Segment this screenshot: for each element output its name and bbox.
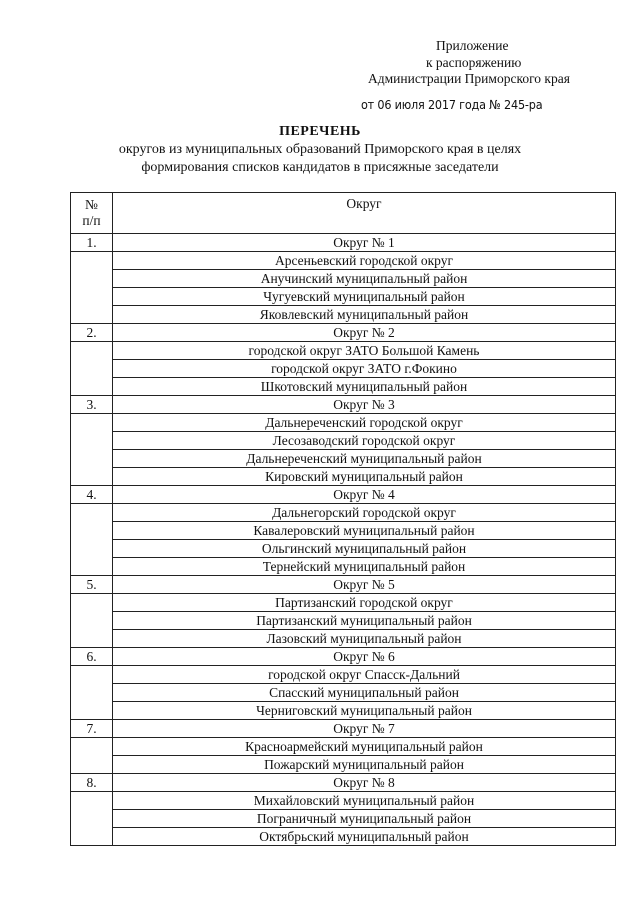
group-title-cell: Округ № 1 (113, 234, 616, 252)
municipality-row (71, 540, 616, 558)
municipality-cell: Кавалеровский муниципальный район (113, 522, 616, 540)
municipality-row (71, 378, 616, 396)
group-title-cell: Округ № 7 (113, 720, 616, 738)
header-number-cell (71, 193, 113, 234)
municipality-cell: Тернейский муниципальный район (113, 558, 616, 576)
group-number-cell: 3. (71, 396, 113, 414)
municipality-cell: Кировский муниципальный район (113, 468, 616, 486)
municipality-cell: Шкотовский муниципальный район (113, 378, 616, 396)
municipality-cell: Дальнегорский городской округ (113, 504, 616, 522)
municipality-cell: Дальнереченский городской округ (113, 414, 616, 432)
district-group-row (71, 486, 616, 504)
header-district-cell: Округ (113, 193, 616, 234)
municipality-cell: Лазовский муниципальный район (113, 630, 616, 648)
group-number-spacer (71, 414, 113, 486)
document-subtitle-line1: округов из муниципальных образований Приморского края в целях (118, 142, 522, 157)
appendix-authority: Администрации Приморского края (368, 71, 570, 86)
municipality-row (71, 792, 616, 810)
district-group-row (71, 774, 616, 792)
municipality-cell: Михайловский муниципальный район (113, 792, 616, 810)
group-title-cell: Округ № 2 (113, 324, 616, 342)
municipality-cell: Партизанский городской округ (113, 594, 616, 612)
district-group-row (71, 396, 616, 414)
municipality-cell: Ольгинский муниципальный район (113, 540, 616, 558)
municipality-row (71, 288, 616, 306)
municipality-row (71, 522, 616, 540)
municipality-row (71, 270, 616, 288)
municipality-cell: Партизанский муниципальный район (113, 612, 616, 630)
municipality-row (71, 504, 616, 522)
appendix-block (360, 38, 610, 88)
group-number-cell: 2. (71, 324, 113, 342)
document-subtitle-line2: формирования списков кандидатов в присяжные заседатели (141, 160, 499, 175)
table-header-row (71, 193, 616, 234)
district-group-row (71, 234, 616, 252)
municipality-row (71, 810, 616, 828)
group-number-spacer (71, 594, 113, 648)
municipality-row (71, 360, 616, 378)
group-number-spacer (71, 252, 113, 324)
municipality-cell: Спасский муниципальный район (113, 684, 616, 702)
municipality-row (71, 666, 616, 684)
appendix-order-ref: к распоряжению (426, 54, 522, 70)
municipality-row (71, 414, 616, 432)
municipality-row (71, 738, 616, 756)
municipality-cell: Арсеньевский городской округ (113, 252, 616, 270)
group-title-cell: Округ № 8 (113, 774, 616, 792)
municipality-row (71, 630, 616, 648)
header-number-abbrev: п/п (82, 213, 101, 228)
municipality-row (71, 756, 616, 774)
district-group-row (71, 720, 616, 738)
municipality-cell: Пожарский муниципальный район (113, 756, 616, 774)
municipality-cell: Чугуевский муниципальный район (113, 288, 616, 306)
municipality-cell: Черниговский муниципальный район (113, 702, 616, 720)
municipality-cell: Яковлевский муниципальный район (113, 306, 616, 324)
municipality-row (71, 468, 616, 486)
group-number-cell: 5. (71, 576, 113, 594)
district-group-row (71, 576, 616, 594)
header-number-symbol: № (85, 197, 98, 212)
municipality-cell: городской округ ЗАТО г.Фокино (113, 360, 616, 378)
district-group-row (71, 324, 616, 342)
municipality-cell: Дальнереченский муниципальный район (113, 450, 616, 468)
municipality-row (71, 342, 616, 360)
municipality-cell: Красноармейский муниципальный район (113, 738, 616, 756)
municipality-row (71, 252, 616, 270)
group-number-spacer (71, 792, 113, 846)
group-number-spacer (71, 504, 113, 576)
municipality-row (71, 558, 616, 576)
group-title-cell: Округ № 6 (113, 648, 616, 666)
municipality-cell: Анучинский муниципальный район (113, 270, 616, 288)
group-number-cell: 8. (71, 774, 113, 792)
municipality-row (71, 828, 616, 846)
municipality-row (71, 684, 616, 702)
municipality-row (71, 306, 616, 324)
municipality-cell: Пограничный муниципальный район (113, 810, 616, 828)
group-number-cell: 1. (71, 234, 113, 252)
group-title-cell: Округ № 3 (113, 396, 616, 414)
municipality-row (71, 432, 616, 450)
group-number-spacer (71, 666, 113, 720)
municipality-row (71, 612, 616, 630)
group-number-cell: 4. (71, 486, 113, 504)
districts-table (70, 192, 616, 846)
group-number-cell: 7. (71, 720, 113, 738)
group-number-cell: 6. (71, 648, 113, 666)
municipality-cell: Октябрьский муниципальный район (113, 828, 616, 846)
district-group-row (71, 648, 616, 666)
group-title-cell: Округ № 4 (113, 486, 616, 504)
municipality-row (71, 450, 616, 468)
municipality-row (71, 702, 616, 720)
appendix-label: Приложение (436, 38, 509, 53)
order-date: от 06 июля 2017 года № 245-ра (361, 97, 543, 112)
municipality-cell: городской округ Спасск-Дальний (113, 666, 616, 684)
document-title: ПЕРЕЧЕНЬ (279, 124, 361, 139)
group-number-spacer (71, 342, 113, 396)
group-number-spacer (71, 738, 113, 774)
municipality-cell: Лесозаводский городской округ (113, 432, 616, 450)
group-title-cell: Округ № 5 (113, 576, 616, 594)
municipality-row (71, 594, 616, 612)
municipality-cell: городской округ ЗАТО Большой Камень (113, 342, 616, 360)
